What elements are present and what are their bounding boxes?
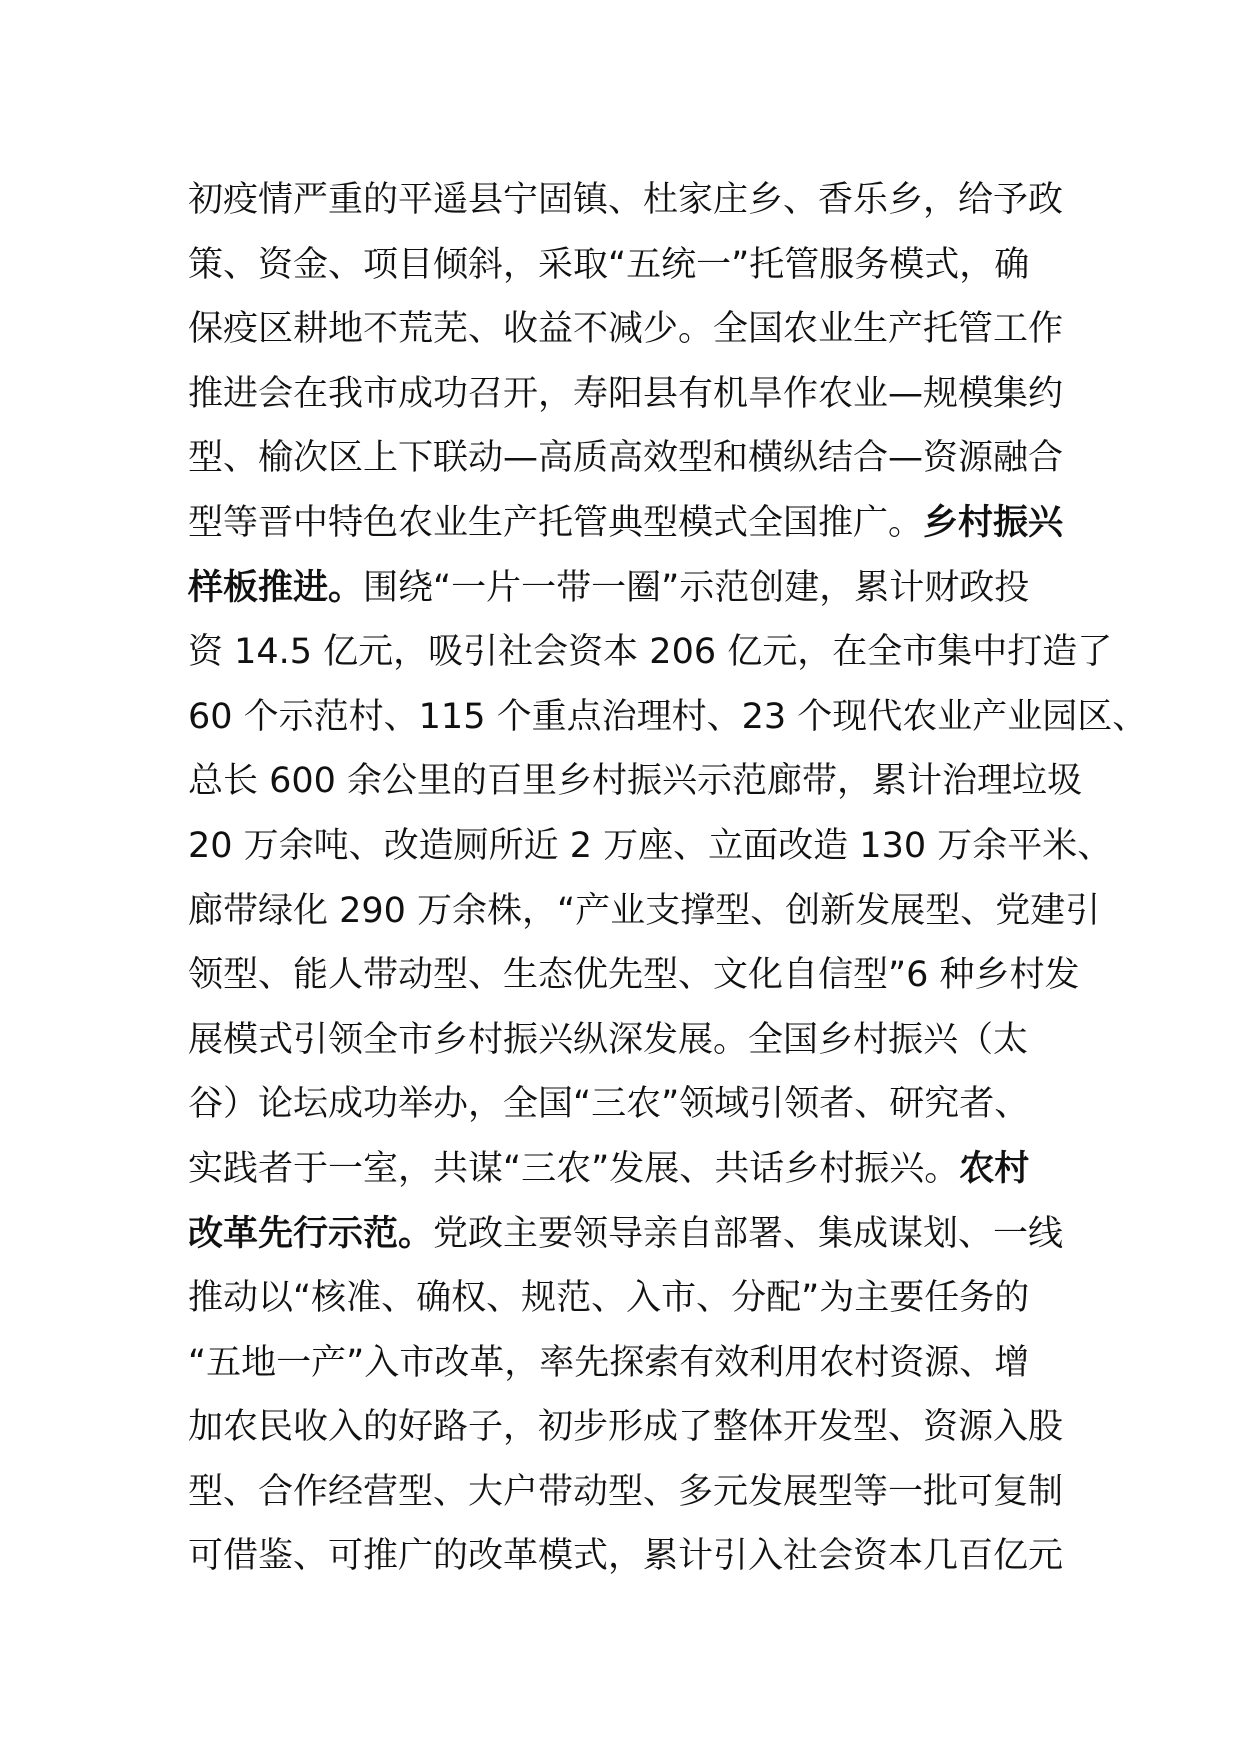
text-run: 可借鉴、可推广的改革模式，累计引入社会资本几百亿元 bbox=[188, 1536, 1064, 1577]
text-line bbox=[188, 943, 1088, 1008]
text-run: 展模式引领全市乡村振兴纵深发展。全国乡村振兴（太 bbox=[188, 1019, 1029, 1060]
text-run: 推动以“核准、确权、规范、入市、分配”为主要任务的 bbox=[188, 1278, 1030, 1319]
text-line bbox=[188, 1266, 1088, 1331]
text-line bbox=[188, 297, 1088, 362]
text-run: 谷）论坛成功举办，全国“三农”领域引领者、研究者、 bbox=[188, 1084, 1030, 1125]
text-run: 实践者于一室，共谋“三农”发展、共话乡村振兴。 bbox=[188, 1148, 960, 1189]
text-line bbox=[188, 1460, 1088, 1525]
text-line bbox=[188, 1331, 1088, 1396]
bold-heading-run: 农村 bbox=[959, 1148, 1030, 1189]
text-line bbox=[188, 233, 1088, 298]
text-run: 围绕“一片一带一圈”示范创建，累计财政投 bbox=[363, 567, 1030, 608]
text-line bbox=[188, 1072, 1088, 1137]
text-run: “五地一产”入市改革，率先探索有效利用农村资源、增 bbox=[188, 1342, 1030, 1383]
text-run: 20 万余吨、改造厕所近 2 万座、立面改造 130 万余平米、 bbox=[188, 825, 1113, 866]
text-line bbox=[188, 749, 1088, 814]
text-run: 60 个示范村、115 个重点治理村、23 个现代农业产业园区、 bbox=[188, 696, 1148, 737]
text-run: 型、榆次区上下联动—高质高效型和横纵结合—资源融合 bbox=[188, 438, 1064, 479]
text-line bbox=[188, 1008, 1088, 1073]
text-run: 保疫区耕地不荒芜、收益不减少。全国农业生产托管工作 bbox=[188, 309, 1064, 350]
text-run: 型、合作经营型、大户带动型、多元发展型等一批可复制 bbox=[188, 1471, 1064, 1512]
text-run: 廊带绿化 290 万余株，“产业支撑型、创新发展型、党建引 bbox=[188, 890, 1101, 931]
text-line bbox=[188, 620, 1113, 685]
text-run: 策、资金、项目倾斜，采取“五统一”托管服务模式，确 bbox=[188, 244, 1030, 285]
text-run: 型等晋中特色农业生产托管典型模式全国推广。 bbox=[188, 502, 924, 543]
text-line bbox=[188, 685, 1148, 750]
text-run: 党政主要领导亲自部署、集成谋划、一线 bbox=[433, 1213, 1064, 1254]
text-run: 加农民收入的好路子，初步形成了整体开发型、资源入股 bbox=[188, 1407, 1064, 1448]
text-line bbox=[188, 814, 1113, 879]
text-line bbox=[188, 1524, 1088, 1589]
text-line bbox=[188, 1395, 1088, 1460]
text-line bbox=[188, 491, 1088, 556]
text-line bbox=[188, 1137, 1088, 1202]
text-run: 资 14.5 亿元，吸引社会资本 206 亿元，在全市集中打造了 bbox=[188, 632, 1113, 673]
text-run: 初疫情严重的平遥县宁固镇、杜家庄乡、香乐乡，给予政 bbox=[188, 180, 1064, 220]
text-line bbox=[188, 1202, 1088, 1267]
text-run: 推进会在我市成功召开，寿阳县有机旱作农业—规模集约 bbox=[188, 373, 1064, 414]
text-line bbox=[188, 362, 1088, 427]
bold-heading-run: 改革先行示范。 bbox=[188, 1213, 434, 1254]
bold-heading-run: 乡村振兴 bbox=[923, 502, 1064, 543]
text-line bbox=[188, 556, 1088, 621]
text-line bbox=[188, 426, 1088, 491]
body-text bbox=[188, 168, 1148, 1589]
text-run: 总长 600 余公里的百里乡村振兴示范廊带，累计治理垃圾 bbox=[188, 761, 1083, 802]
bold-heading-run: 样板推进。 bbox=[188, 567, 364, 608]
text-line bbox=[188, 168, 1088, 233]
text-line bbox=[188, 879, 1101, 944]
text-run: 领型、能人带动型、生态优先型、文化自信型”6 种乡村发 bbox=[188, 955, 1080, 996]
